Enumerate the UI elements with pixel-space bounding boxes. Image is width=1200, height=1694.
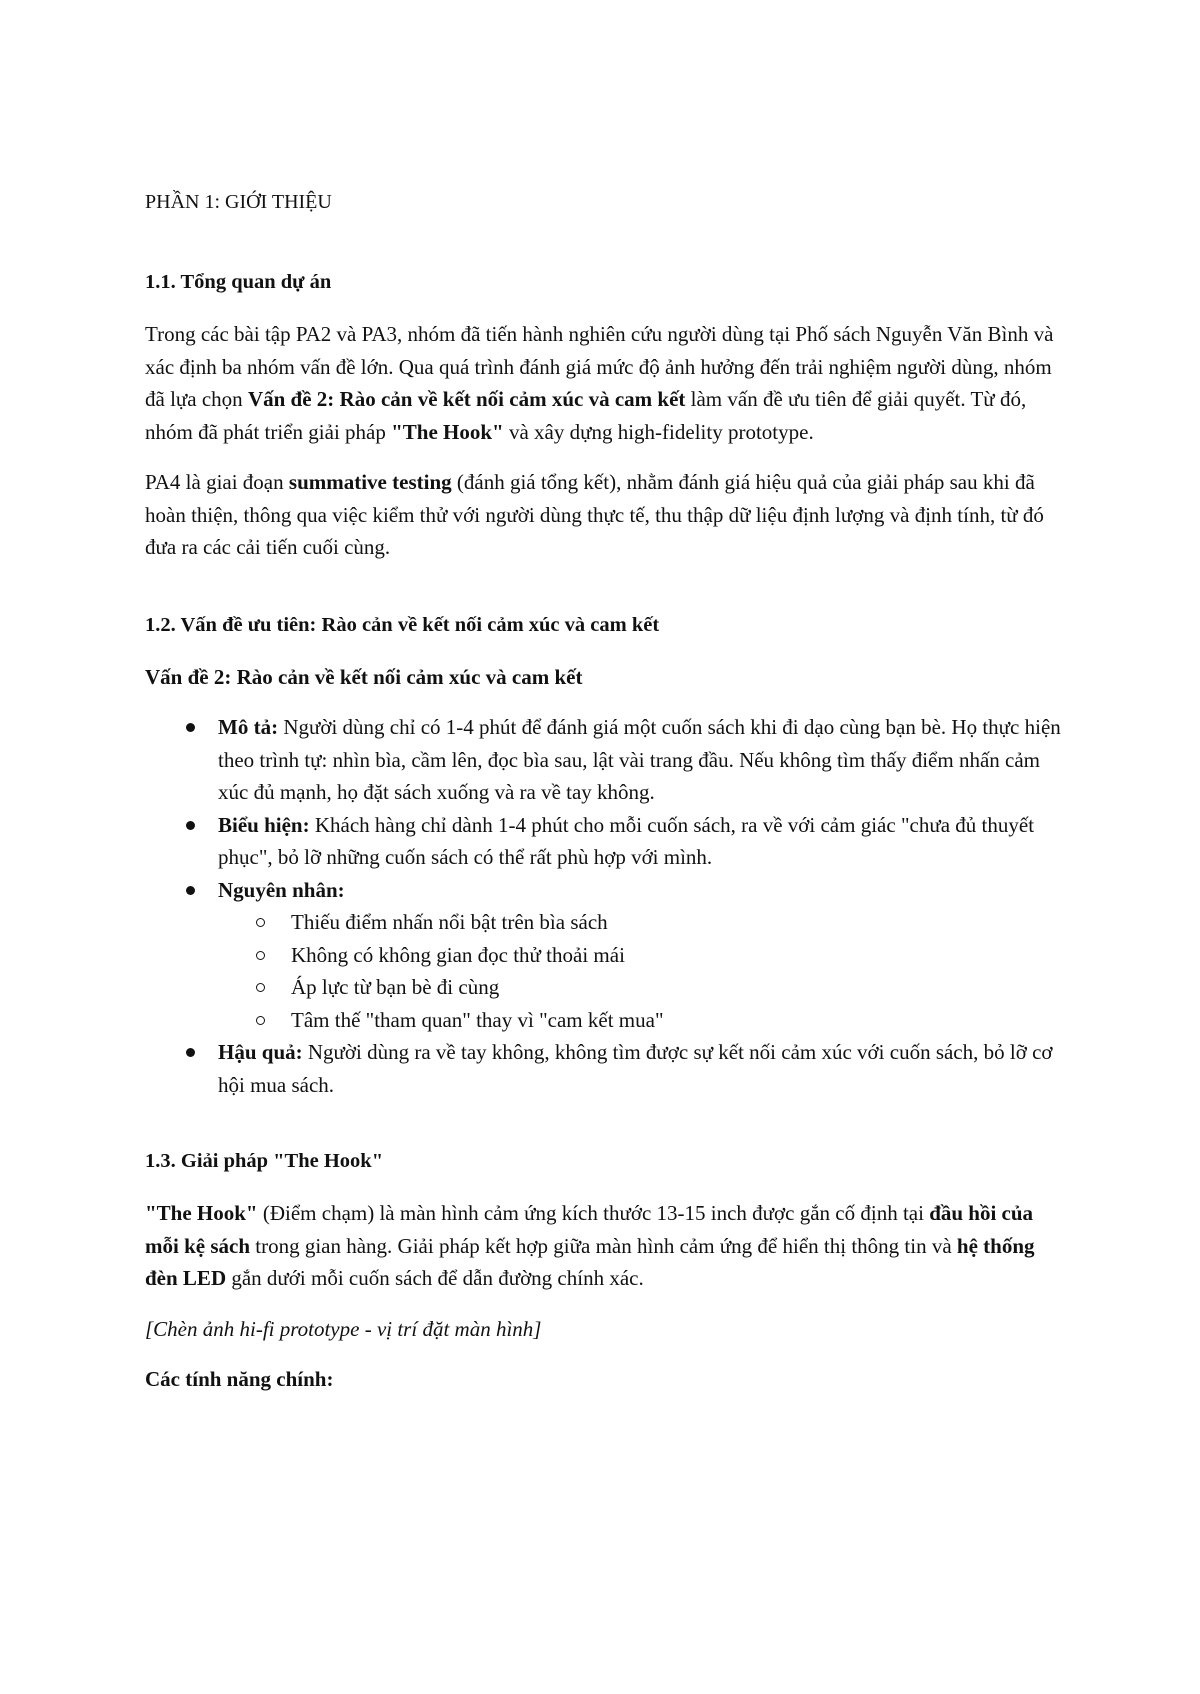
- problem-details-list: [145, 711, 1065, 1101]
- item-text: Khách hàng chỉ dành 1-4 phút cho mỗi cuốn sách, ra về với cảm giác "chưa đủ thuyết phục", bỏ lỡ những cuốn sách có thể rất phù hợp với mình.: [218, 812, 1035, 869]
- section-1-1-paragraph-1: [145, 318, 1065, 448]
- item-text: Người dùng chỉ có 1-4 phút để đánh giá một cuốn sách khi đi dạo cùng bạn bè. Họ thực hiện theo trình tự: nhìn bìa, cầm lên, đọc bìa sau, lật vài trang đầu. Nếu không tìm thấy điểm nhấn cảm xúc đủ mạnh, họ đặt sách xuống và ra về tay không.: [218, 715, 1061, 804]
- item-label: Biểu hiện:: [218, 812, 310, 837]
- bold-run: "The Hook": [145, 1201, 258, 1225]
- problem-2-heading: Vấn đề 2: Rào cản về kết nối cảm xúc và cam kết: [145, 664, 583, 689]
- text-run: trong gian hàng. Giải pháp kết hợp giữa màn hình cảm ứng để hiển thị thông tin và: [250, 1233, 957, 1258]
- features-heading: Các tính năng chính:: [145, 1367, 334, 1391]
- list-item: [145, 1036, 1065, 1101]
- item-label: Hậu quả:: [218, 1040, 303, 1064]
- bold-run: summative testing: [288, 470, 452, 494]
- text-run: (đánh giá tổng kết), nhằm đánh giá hiệu quả của giải pháp sau khi đã hoàn thiện, thông qua việc kiểm thử với người dùng thực tế, thu thập dữ liệu định lượng và định tính, từ đó đưa ra các cải tiến cuối cùng.: [145, 470, 1044, 559]
- list-item: [145, 809, 1065, 874]
- text-run: Trong các bài tập PA2 và PA3, nhóm đã tiến hành nghiên cứu người dùng tại Phố sách Nguyễn Văn Bình và xác định ba nhóm vấn đề lớn. Qua quá trình đánh giá mức độ ảnh hưởng đến trải nghiệm người dùng, nhóm đã lựa chọn: [145, 322, 1054, 411]
- document-page: [145, 182, 1065, 1396]
- section-1-3-heading: 1.3. Giải pháp "The Hook": [145, 1150, 384, 1172]
- section-1-2-heading: 1.2. Vấn đề ưu tiên: Rào cản về kết nối cảm xúc và cam kết: [145, 613, 660, 636]
- text-run: làm vấn đề ưu tiên để giải quyết. Từ đó, nhóm đã phát triển giải pháp: [145, 387, 1027, 444]
- sub-list-item: Thiếu điểm nhấn nổi bật trên bìa sách: [218, 906, 1065, 939]
- section-1-3-paragraph: [145, 1197, 1065, 1295]
- text-run: (Điểm chạm) là màn hình cảm ứng kích thước 13-15 inch được gắn cố định tại: [257, 1201, 930, 1225]
- bold-run: đầu hồi của mỗi kệ sách: [145, 1201, 1034, 1258]
- causes-sublist: [218, 906, 1065, 1036]
- sub-list-item: Tâm thế "tham quan" thay vì "cam kết mua": [218, 1004, 1065, 1037]
- sub-list-item: Không có không gian đọc thử thoải mái: [218, 939, 1065, 972]
- section-1-1-heading: 1.1. Tổng quan dự án: [145, 271, 332, 293]
- bold-run: Vấn đề 2: Rào cản về kết nối cảm xúc và cam kết: [247, 387, 686, 411]
- item-label: Nguyên nhân:: [218, 877, 345, 902]
- part-title: PHẦN 1: GIỚI THIỆU: [145, 191, 332, 213]
- list-item: [145, 874, 1065, 1037]
- text-run: PA4 là giai đoạn: [145, 470, 289, 494]
- bold-run: "The Hook": [391, 419, 504, 444]
- section-1-1-paragraph-2: [145, 466, 1065, 564]
- item-text: Người dùng ra về tay không, không tìm được sự kết nối cảm xúc với cuốn sách, bỏ lỡ cơ hội mua sách.: [218, 1040, 1053, 1097]
- sub-list-item: Áp lực từ bạn bè đi cùng: [218, 971, 1065, 1004]
- bold-run: hệ thống đèn LED: [145, 1233, 1035, 1290]
- list-item: [145, 711, 1065, 809]
- text-run: và xây dựng high-fidelity prototype.: [503, 419, 814, 444]
- text-run: gắn dưới mỗi cuốn sách để dẫn đường chính xác.: [226, 1266, 644, 1290]
- item-label: Mô tả:: [218, 715, 279, 739]
- image-placeholder-note: [Chèn ảnh hi-fi prototype - vị trí đặt màn hình]: [145, 1316, 542, 1341]
